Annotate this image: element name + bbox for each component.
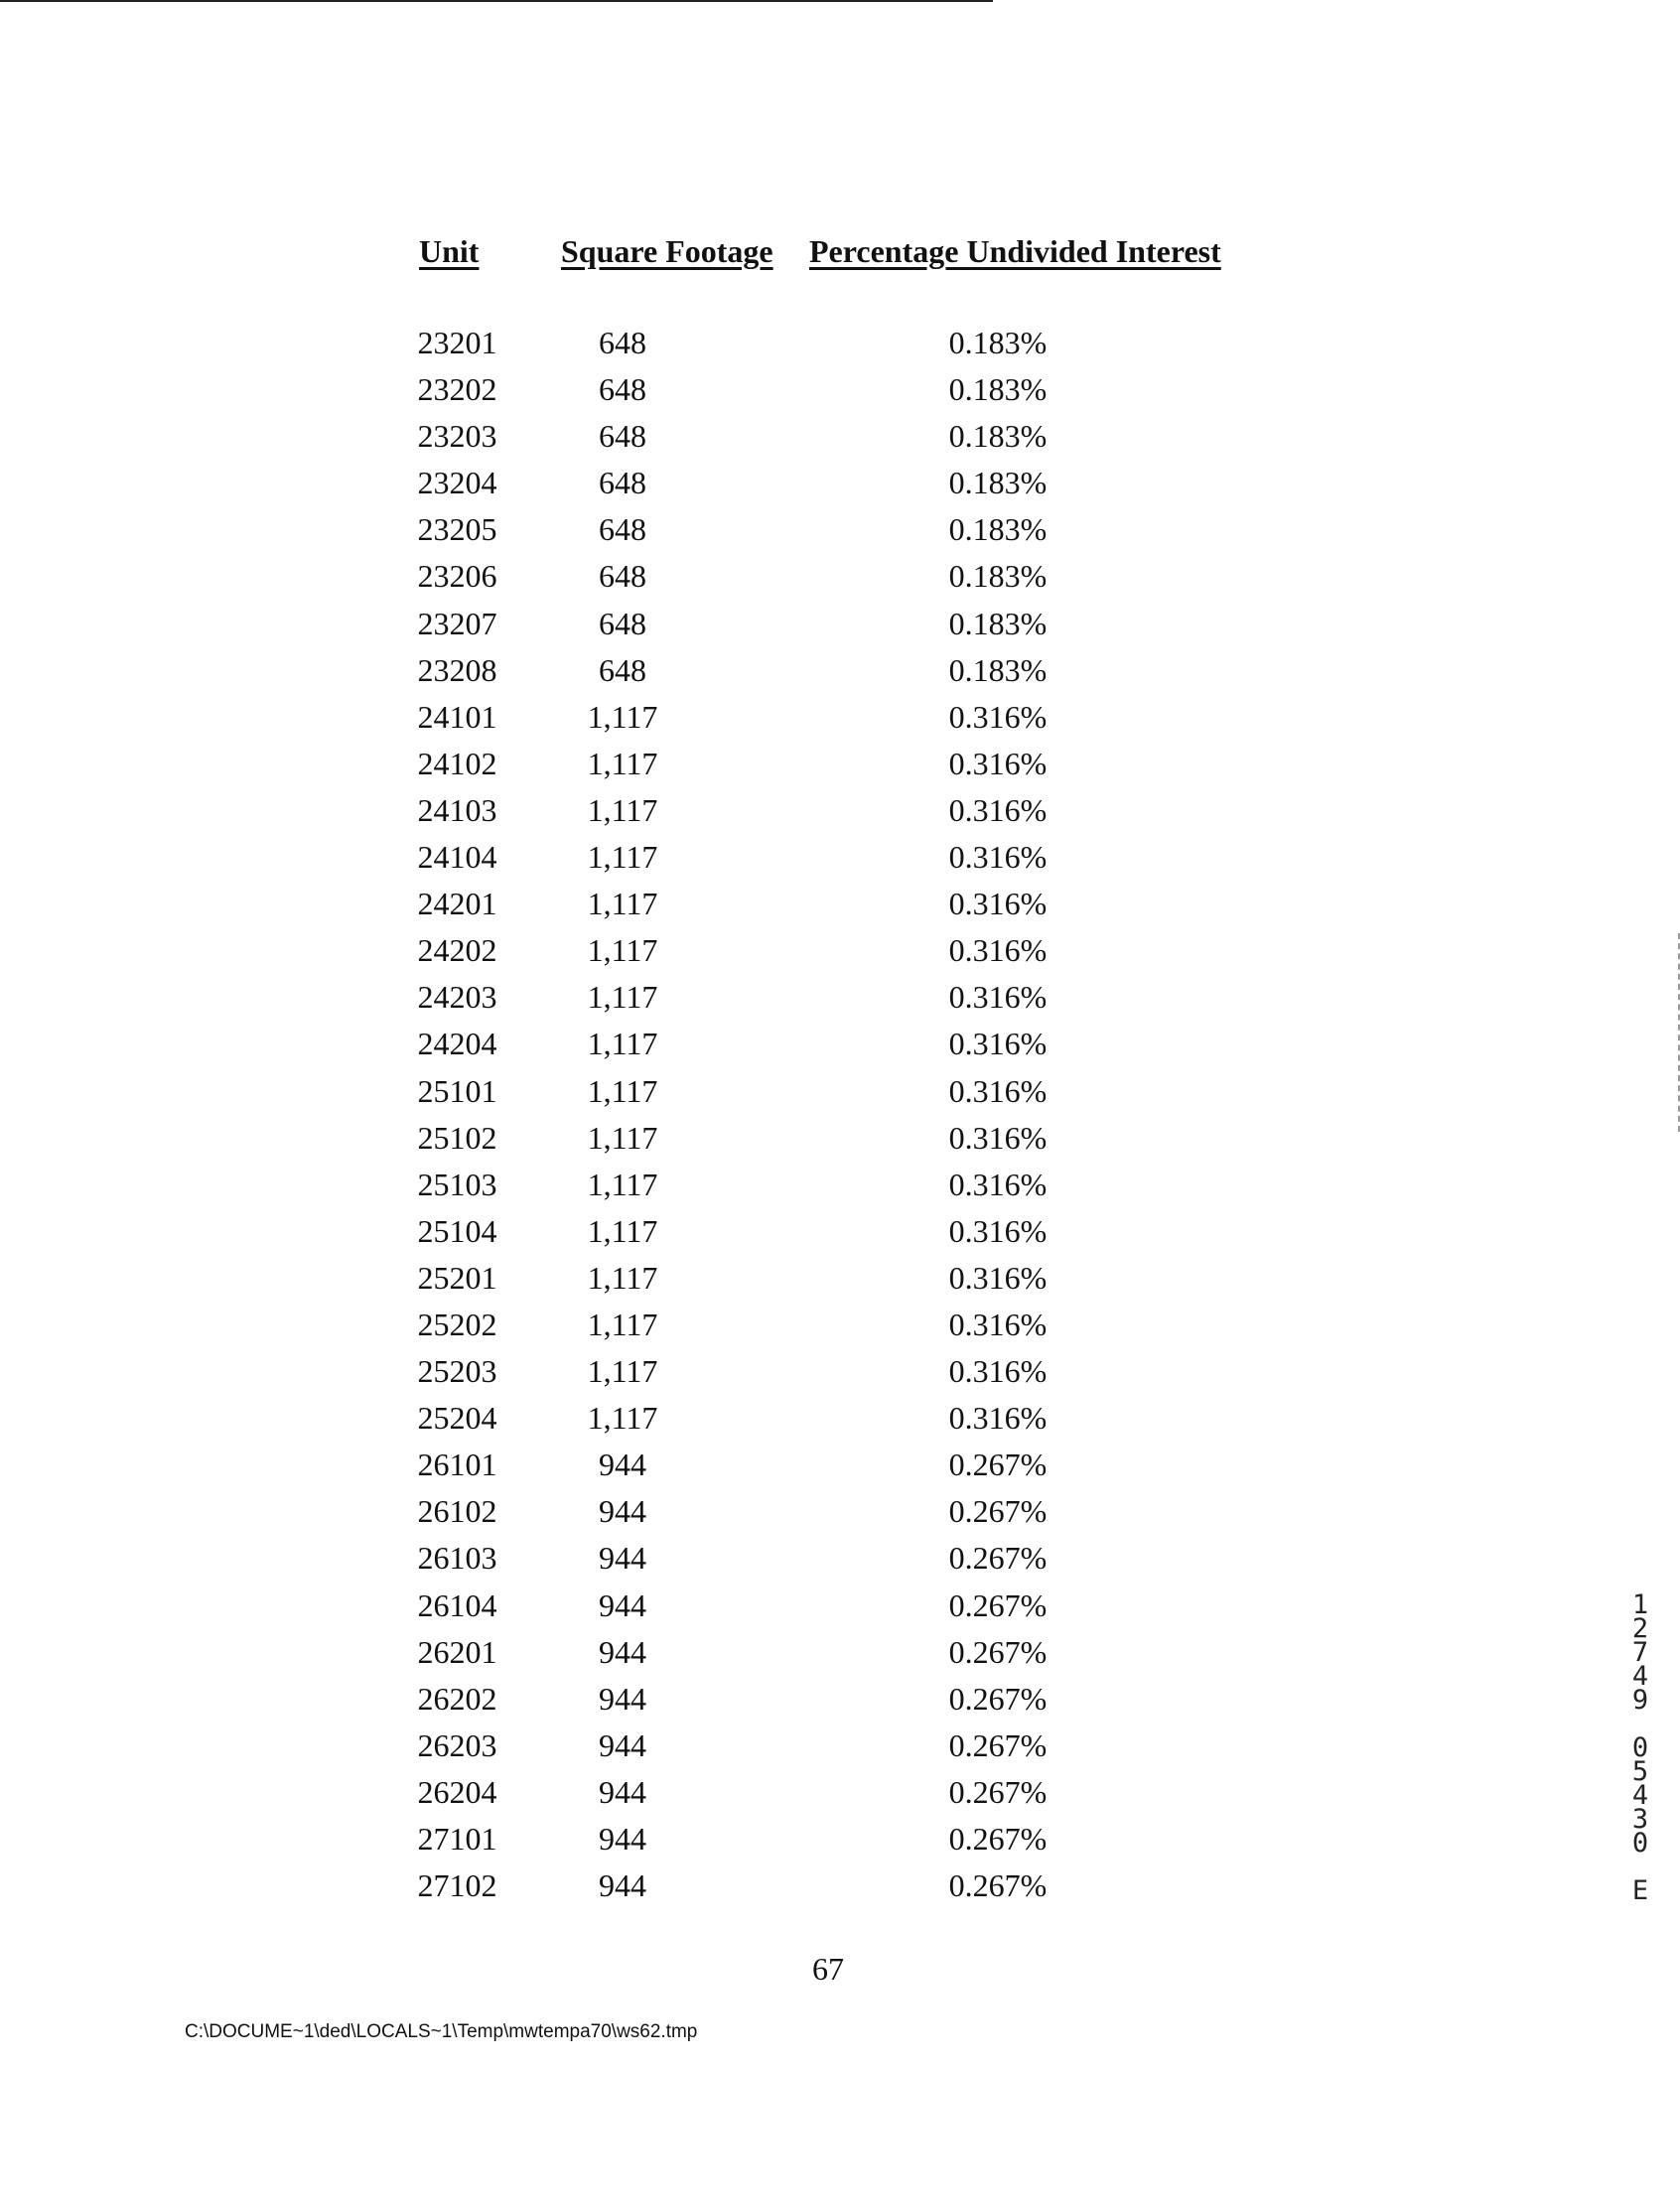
- cell-percentage: 0.183%: [948, 325, 1048, 360]
- cell-square-footage: 944: [599, 1586, 646, 1623]
- cell-square-footage: 648: [599, 558, 646, 595]
- cell-unit: 24103: [417, 791, 497, 828]
- cell-square-footage: 1,117: [587, 839, 658, 876]
- cell-square-footage: 648: [599, 371, 646, 408]
- cell-square-footage: 944: [599, 1680, 646, 1717]
- cell-percentage: 0.316%: [948, 791, 1048, 828]
- cell-percentage: 0.267%: [948, 1586, 1048, 1623]
- top-rule: [0, 0, 993, 2]
- cell-unit: 26102: [417, 1493, 497, 1530]
- header-square-footage: Square Footage: [561, 233, 773, 269]
- cell-percentage: 0.267%: [948, 1540, 1048, 1577]
- cell-square-footage: 1,117: [587, 1306, 658, 1342]
- table-row: [392, 1821, 1286, 1867]
- table-row: [392, 1681, 1286, 1727]
- cell-unit: 23208: [417, 651, 497, 688]
- cell-unit: 24101: [417, 698, 497, 735]
- cell-percentage: 0.316%: [948, 1400, 1048, 1437]
- cell-percentage: 0.316%: [948, 1026, 1048, 1062]
- cell-unit: 26104: [417, 1586, 497, 1623]
- table-row: [392, 1167, 1286, 1213]
- cell-unit: 23204: [417, 465, 497, 501]
- table-row: [392, 558, 1286, 605]
- cell-square-footage: 648: [599, 465, 646, 501]
- cell-unit: 25201: [417, 1259, 497, 1296]
- cell-square-footage: 648: [599, 418, 646, 455]
- cell-square-footage: 1,117: [587, 1166, 658, 1202]
- stamp-digit: 3: [1631, 1804, 1649, 1835]
- cell-percentage: 0.267%: [948, 1726, 1048, 1763]
- cell-percentage: 0.267%: [948, 1867, 1048, 1904]
- cell-square-footage: 648: [599, 511, 646, 548]
- cell-percentage: 0.316%: [948, 745, 1048, 781]
- cell-unit: 25101: [417, 1072, 497, 1109]
- stamp-digit: 5: [1631, 1756, 1649, 1787]
- table-row: [392, 839, 1286, 886]
- cell-percentage: 0.316%: [948, 1212, 1048, 1249]
- cell-unit: 23205: [417, 511, 497, 548]
- table-row: [392, 1307, 1286, 1353]
- side-stamp: [1620, 1589, 1660, 1906]
- cell-percentage: 0.316%: [948, 932, 1048, 969]
- cell-unit: 27101: [417, 1821, 497, 1857]
- table-row: [392, 1026, 1286, 1072]
- cell-unit: 26204: [417, 1773, 497, 1810]
- cell-square-footage: 1,117: [587, 979, 658, 1016]
- table-row: [392, 1774, 1286, 1821]
- table-row: [392, 1213, 1286, 1260]
- table-body: [392, 325, 1286, 1914]
- cell-percentage: 0.316%: [948, 979, 1048, 1016]
- cell-percentage: 0.316%: [948, 1306, 1048, 1342]
- table-row: [392, 979, 1286, 1026]
- header-unit: Unit: [419, 233, 480, 269]
- stamp-digit: 1: [1631, 1589, 1649, 1620]
- page-number: 67: [812, 1951, 844, 1987]
- cell-unit: 24203: [417, 979, 497, 1016]
- cell-unit: 23203: [417, 418, 497, 455]
- table-row: [392, 325, 1286, 371]
- cell-square-footage: 648: [599, 651, 646, 688]
- cell-square-footage: 1,117: [587, 1072, 658, 1109]
- cell-unit: 25102: [417, 1119, 497, 1156]
- cell-unit: 25103: [417, 1166, 497, 1202]
- cell-percentage: 0.267%: [948, 1493, 1048, 1530]
- table-row: [392, 465, 1286, 511]
- cell-percentage: 0.316%: [948, 886, 1048, 922]
- cell-percentage: 0.316%: [948, 1072, 1048, 1109]
- cell-percentage: 0.316%: [948, 1166, 1048, 1202]
- file-path: C:\DOCUME~1\ded\LOCALS~1\Temp\mwtempa70\ws62.tmp: [185, 2021, 698, 2042]
- table-row: [392, 1400, 1286, 1447]
- table-row: [392, 1540, 1286, 1586]
- cell-unit: 25203: [417, 1353, 497, 1390]
- cell-unit: 25202: [417, 1306, 497, 1342]
- cell-unit: 24201: [417, 886, 497, 922]
- cell-square-footage: 1,117: [587, 1353, 658, 1390]
- table-row: [392, 418, 1286, 465]
- cell-unit: 27102: [417, 1867, 497, 1904]
- cell-square-footage: 1,117: [587, 886, 658, 922]
- cell-square-footage: 648: [599, 325, 646, 360]
- cell-percentage: 0.316%: [948, 1119, 1048, 1156]
- stamp-digit: 7: [1631, 1637, 1649, 1668]
- cell-percentage: 0.267%: [948, 1821, 1048, 1857]
- cell-percentage: 0.183%: [948, 651, 1048, 688]
- cell-square-footage: 1,117: [587, 1400, 658, 1437]
- cell-square-footage: 944: [599, 1773, 646, 1810]
- table-row: [392, 511, 1286, 558]
- cell-unit: 25104: [417, 1212, 497, 1249]
- cell-square-footage: 944: [599, 1493, 646, 1530]
- cell-percentage: 0.267%: [948, 1773, 1048, 1810]
- cell-unit: 23207: [417, 605, 497, 641]
- cell-percentage: 0.267%: [948, 1447, 1048, 1483]
- table-row: [392, 886, 1286, 932]
- cell-square-footage: 944: [599, 1447, 646, 1483]
- cell-unit: 24202: [417, 932, 497, 969]
- cell-percentage: 0.316%: [948, 698, 1048, 735]
- table-row: [392, 1353, 1286, 1400]
- table-row: [392, 1260, 1286, 1307]
- table-row: [392, 1867, 1286, 1914]
- cell-unit: 23201: [417, 325, 497, 360]
- cell-square-footage: 944: [599, 1726, 646, 1763]
- table-row: [392, 1587, 1286, 1634]
- cell-percentage: 0.316%: [948, 839, 1048, 876]
- table-row: [392, 932, 1286, 979]
- stamp-digit: 4: [1631, 1780, 1649, 1811]
- cell-percentage: 0.183%: [948, 558, 1048, 595]
- stamp-digit: 0: [1631, 1732, 1649, 1763]
- stamp-digit: 0: [1631, 1828, 1649, 1859]
- cell-square-footage: 648: [599, 605, 646, 641]
- stamp-digit: 9: [1631, 1685, 1649, 1716]
- table-row: [392, 1634, 1286, 1681]
- table-row: [392, 1120, 1286, 1167]
- stamp-suffix: E: [1631, 1875, 1649, 1906]
- cell-percentage: 0.183%: [948, 511, 1048, 548]
- cell-percentage: 0.316%: [948, 1259, 1048, 1296]
- table-row: [392, 1073, 1286, 1120]
- cell-unit: 26103: [417, 1540, 497, 1577]
- stamp-digit: 4: [1631, 1661, 1649, 1692]
- cell-percentage: 0.183%: [948, 605, 1048, 641]
- cell-square-footage: 944: [599, 1633, 646, 1670]
- cell-unit: 26201: [417, 1633, 497, 1670]
- cell-unit: 25204: [417, 1400, 497, 1437]
- cell-unit: 23206: [417, 558, 497, 595]
- header-percentage: Percentage Undivided Interest: [809, 233, 1221, 269]
- table-row: [392, 652, 1286, 699]
- cell-unit: 24204: [417, 1026, 497, 1062]
- cell-square-footage: 1,117: [587, 1259, 658, 1296]
- cell-unit: 26101: [417, 1447, 497, 1483]
- cell-square-footage: 1,117: [587, 1026, 658, 1062]
- table-row: [392, 746, 1286, 792]
- table-row: [392, 371, 1286, 418]
- cell-percentage: 0.183%: [948, 418, 1048, 455]
- cell-square-footage: 1,117: [587, 698, 658, 735]
- table-row: [392, 699, 1286, 746]
- table-row: [392, 1493, 1286, 1540]
- table-row: [392, 606, 1286, 652]
- cell-square-footage: 1,117: [587, 791, 658, 828]
- cell-square-footage: 944: [599, 1821, 646, 1857]
- cell-square-footage: 944: [599, 1867, 646, 1904]
- cell-percentage: 0.267%: [948, 1633, 1048, 1670]
- cell-percentage: 0.183%: [948, 371, 1048, 408]
- cell-percentage: 0.316%: [948, 1353, 1048, 1390]
- cell-square-footage: 1,117: [587, 932, 658, 969]
- cell-percentage: 0.267%: [948, 1680, 1048, 1717]
- cell-square-footage: 1,117: [587, 1119, 658, 1156]
- table-row: [392, 1447, 1286, 1493]
- cell-square-footage: 944: [599, 1540, 646, 1577]
- scan-edge-marks: [1675, 933, 1680, 1132]
- table-row: [392, 792, 1286, 839]
- cell-unit: 26202: [417, 1680, 497, 1717]
- table-row: [392, 1727, 1286, 1774]
- cell-square-footage: 1,117: [587, 1212, 658, 1249]
- cell-square-footage: 1,117: [587, 745, 658, 781]
- cell-unit: 24102: [417, 745, 497, 781]
- cell-unit: 24104: [417, 839, 497, 876]
- cell-unit: 26203: [417, 1726, 497, 1763]
- stamp-digit: 2: [1631, 1613, 1649, 1644]
- cell-unit: 23202: [417, 371, 497, 408]
- cell-percentage: 0.183%: [948, 465, 1048, 501]
